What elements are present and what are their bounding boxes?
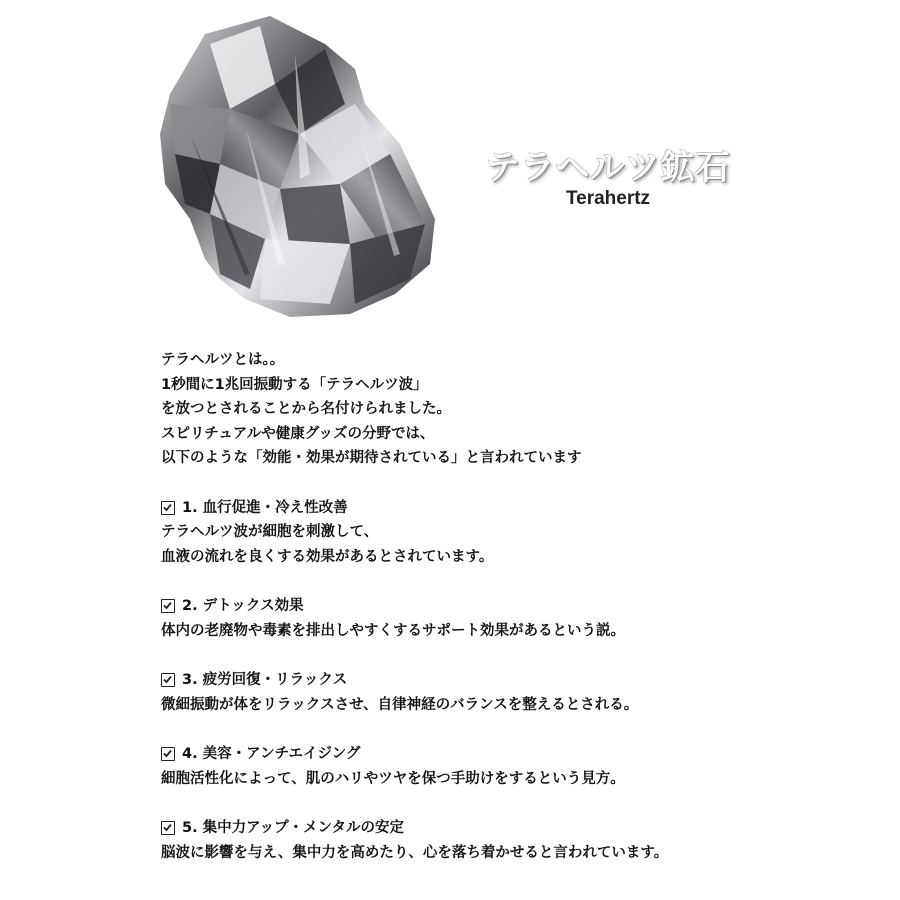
benefit-text: テラヘルツ波が細胞を刺激して、 (161, 524, 379, 540)
intro-line: 1秒間に1兆回振動する「テラヘルツ波」 (161, 376, 428, 393)
checkbox-checked-icon (161, 821, 175, 835)
benefit-heading: 2. デトックス効果 (182, 598, 304, 614)
benefit-heading: 4. 美容・アンチエイジング (182, 746, 361, 762)
benefit-text: 細胞活性化によって、肌のハリやツヤを保つ手助けをするという見方。 (161, 770, 625, 787)
checkbox-checked-icon (161, 673, 175, 687)
benefit-heading: 1. 血行促進・冷え性改善 (182, 499, 348, 516)
benefit-item (161, 594, 801, 643)
checkbox-checked-icon (161, 501, 175, 515)
benefit-item (161, 668, 801, 717)
product-title: テラヘルツ鉱石 (485, 148, 731, 188)
intro-line: を放つとされることから名付けられました。 (161, 401, 451, 417)
intro-paragraph (161, 348, 801, 471)
description-body (161, 348, 801, 865)
checkbox-checked-icon (161, 747, 175, 761)
checkbox-checked-icon (161, 599, 175, 613)
benefit-text: 微細振動が体をリラックスさせ、自律神経のバランスを整えるとされる。 (161, 696, 639, 713)
product-subtitle: Terahertz (565, 188, 651, 209)
terahertz-mineral-image (150, 14, 450, 324)
benefit-item (161, 816, 801, 865)
benefit-heading: 3. 疲労回復・リラックス (182, 672, 348, 688)
benefit-text: 脳波に影響を与え、集中力を高めたり、心を落ち着かせると言われています。 (161, 844, 669, 861)
benefit-item (161, 742, 801, 791)
intro-line: テラヘルツとは。。 (161, 352, 285, 368)
intro-line: 以下のような「効能・効果が期待されている」と言われています (161, 450, 582, 466)
benefit-text: 血液の流れを良くする効果があるとされています。 (161, 548, 494, 565)
benefit-item (161, 496, 801, 570)
benefit-heading: 5. 集中力アップ・メンタルの安定 (182, 820, 405, 836)
intro-line: スピリチュアルや健康グッズの分野では、 (161, 425, 435, 442)
benefit-text: 体内の老廃物や毒素を排出しやすくするサポート効果があるという説。 (161, 622, 625, 639)
